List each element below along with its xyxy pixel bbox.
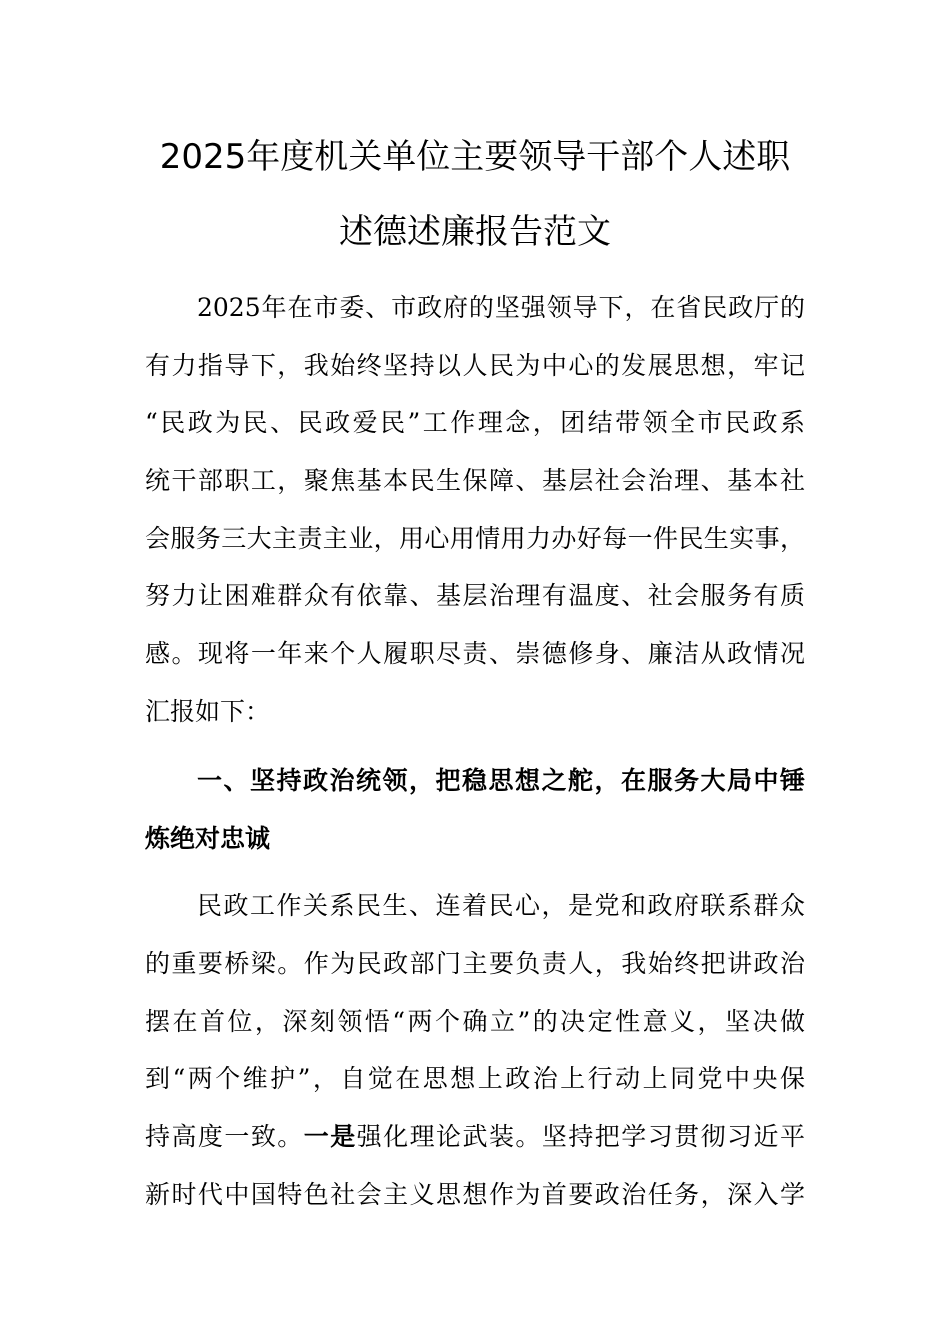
- intro-line-6: 努力让困难群众有依靠、基层治理有温度、社会服务有质: [145, 581, 805, 610]
- section-1-line-5: [145, 1121, 805, 1153]
- section-1-line-5-prefix: 持高度一致。: [145, 1122, 304, 1151]
- intro-line-4: 统干部职工，聚焦基本民生保障、基层社会治理、基本社: [145, 466, 805, 495]
- document-title-line-1: 2025年度机关单位主要领导干部个人述职: [159, 137, 791, 177]
- section-1-heading-line-2: 炼绝对忠诚: [145, 824, 271, 853]
- intro-line-3: “民政为民、民政爱民”工作理念，团结带领全市民政系: [145, 408, 805, 437]
- intro-line-1: 2025年在市委、市政府的坚强领导下，在省民政厅的: [197, 293, 805, 322]
- document-title-line-2: 述德述廉报告范文: [339, 212, 611, 252]
- section-1-line-3: 摆在首位，深刻领悟“两个确立”的决定性意义，坚决做: [145, 1007, 805, 1036]
- intro-line-5: 会服务三大主责主业，用心用情用力办好每一件民生实事，: [145, 524, 805, 553]
- section-1-line-4: 到“两个维护”，自觉在思想上政治上行动上同党中央保: [145, 1064, 805, 1093]
- section-1-line-1: 民政工作关系民生、连着民心，是党和政府联系群众: [197, 891, 805, 920]
- intro-line-7: 感。现将一年来个人履职尽责、崇德修身、廉洁从政情况: [145, 639, 805, 668]
- section-1-line-5-bold: 一是: [303, 1122, 357, 1151]
- section-1-line-2: 的重要桥梁。作为民政部门主要负责人，我始终把讲政治: [145, 949, 805, 978]
- section-1-line-5-rest: 强化理论武装。坚持把学习贯彻习近平: [356, 1122, 805, 1151]
- section-1-heading-line-1: 一、坚持政治统领，把稳思想之舵，在服务大局中锤: [197, 766, 805, 795]
- intro-line-8: 汇报如下：: [145, 697, 271, 726]
- intro-line-2: 有力指导下，我始终坚持以人民为中心的发展思想，牢记: [145, 351, 805, 380]
- section-1-line-6: 新时代中国特色社会主义思想作为首要政治任务，深入学: [145, 1180, 805, 1209]
